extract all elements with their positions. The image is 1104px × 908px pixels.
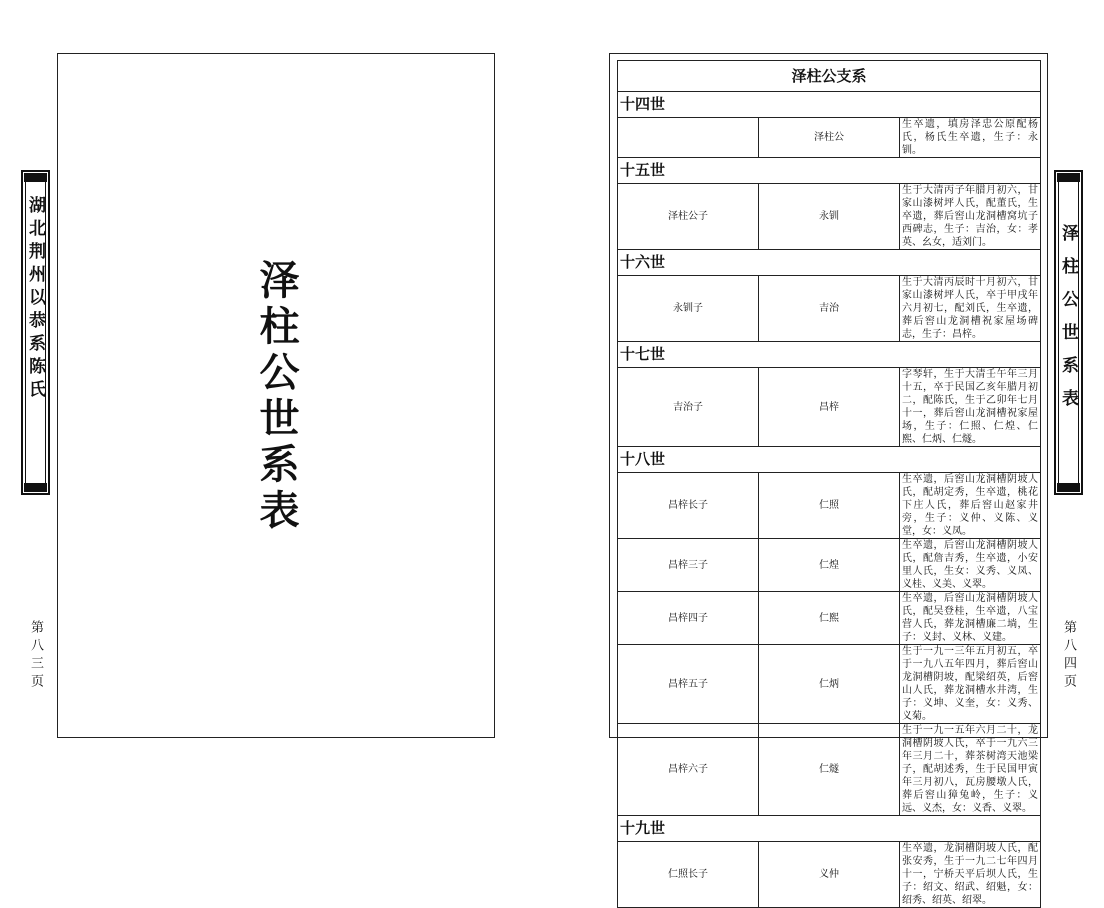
genealogy-table bbox=[617, 60, 1041, 908]
page-number-left: 第八三页 bbox=[28, 620, 43, 692]
biography-cell: 生卒遗，后窖山龙洞槽阴坡人氏，配吴登桂，生卒遗，八宝营人氏，葬龙洞槽廉二埫，生子：义封、义林、义建。 bbox=[900, 592, 1041, 645]
person-name-cell: 泽柱公 bbox=[759, 118, 900, 158]
person-name-cell: 昌梓 bbox=[759, 368, 900, 447]
generation-label: 十九世 bbox=[618, 816, 1041, 842]
table-title-row bbox=[618, 61, 1041, 92]
person-name-cell: 仁熙 bbox=[759, 592, 900, 645]
left-side-band bbox=[21, 170, 50, 495]
generation-header-row bbox=[618, 342, 1041, 368]
biography-cell: 生于一九一三年五月初五，卒于一九八五年四月，葬后窖山龙洞槽阴坡，配梁绍英，后窖山人氏，葬龙洞槽水井湾，生子：义坤、义奎，女：义秀、义菊。 bbox=[900, 645, 1041, 724]
generation-header-row bbox=[618, 158, 1041, 184]
parent-relation-cell: 吉治子 bbox=[618, 368, 759, 447]
generation-header-row bbox=[618, 92, 1041, 118]
person-name-cell: 义仲 bbox=[759, 842, 900, 908]
band-cap-ornament bbox=[1057, 173, 1080, 182]
person-name-cell: 吉治 bbox=[759, 276, 900, 342]
page-number-right: 第八四页 bbox=[1061, 620, 1076, 692]
biography-cell: 生卒遗，填房泽忠公原配杨氏，杨氏生卒遗，生子：永钏。 bbox=[900, 118, 1041, 158]
table-row bbox=[618, 184, 1041, 250]
page-title: 泽柱公世系表 bbox=[253, 259, 300, 535]
parent-relation-cell: 泽柱公子 bbox=[618, 184, 759, 250]
person-name-cell: 仁照 bbox=[759, 473, 900, 539]
table-row bbox=[618, 592, 1041, 645]
generation-label: 十八世 bbox=[618, 447, 1041, 473]
parent-relation-cell: 昌梓长子 bbox=[618, 473, 759, 539]
generation-header-row bbox=[618, 250, 1041, 276]
generation-header-row bbox=[618, 447, 1041, 473]
right-side-band bbox=[1054, 170, 1083, 495]
biography-cell: 生于大清丙辰时十月初六，甘家山漆树坪人氏，卒于甲戌年六月初七，配刘氏，生卒遗，葬后窖山龙洞槽祝家屋场碑志，生子：昌梓。 bbox=[900, 276, 1041, 342]
title-band-text: 泽柱公世系表 bbox=[1058, 224, 1078, 422]
band-cap-ornament bbox=[24, 483, 47, 492]
biography-cell: 生卒遗，后窖山龙洞槽阴坡人氏，配胡定秀，生卒遗，桃花下庄人氏，葬后窖山赵家井旁，生子：义仲、义陈、义堂，女：义凤。 bbox=[900, 473, 1041, 539]
generation-label: 十五世 bbox=[618, 158, 1041, 184]
biography-cell: 生于大清丙子年腊月初六，甘家山漆树坪人氏，配董氏，生卒遗，葬后窖山龙洞槽窝坑子西碑志，生子：吉治，女：孝英、幺女，适刘门。 bbox=[900, 184, 1041, 250]
generation-label: 十四世 bbox=[618, 92, 1041, 118]
right-page bbox=[609, 53, 1048, 906]
person-name-cell: 仁煌 bbox=[759, 539, 900, 592]
lineage-band-text: 湖北荆州以恭系陈氏 bbox=[25, 196, 45, 403]
parent-relation-cell: 永钏子 bbox=[618, 276, 759, 342]
parent-relation-cell: 仁照长子 bbox=[618, 842, 759, 908]
table-row bbox=[618, 842, 1041, 908]
generation-label: 十六世 bbox=[618, 250, 1041, 276]
parent-relation-cell: 昌梓三子 bbox=[618, 539, 759, 592]
generation-header-row bbox=[618, 816, 1041, 842]
parent-relation-cell bbox=[618, 118, 759, 158]
table-row bbox=[618, 118, 1041, 158]
table-row bbox=[618, 645, 1041, 724]
person-name-cell: 永钏 bbox=[759, 184, 900, 250]
person-name-cell: 仁燧 bbox=[759, 724, 900, 816]
band-cap-ornament bbox=[24, 173, 47, 182]
band-cap-ornament bbox=[1057, 483, 1080, 492]
parent-relation-cell: 昌梓五子 bbox=[618, 645, 759, 724]
table-row bbox=[618, 539, 1041, 592]
biography-cell: 字琴轩，生于大清壬午年三月十五，卒于民国乙亥年腊月初二，配陈氏，生于乙卯年七月十一，葬后窖山龙洞槽祝家屋场，生子：仁照、仁煌、仁熙、仁炳、仁燧。 bbox=[900, 368, 1041, 447]
table-row bbox=[618, 724, 1041, 816]
table-row bbox=[618, 368, 1041, 447]
table-row bbox=[618, 276, 1041, 342]
table-title: 泽柱公支系 bbox=[618, 61, 1041, 92]
left-page bbox=[57, 53, 495, 738]
generation-label: 十七世 bbox=[618, 342, 1041, 368]
biography-cell: 生卒遗，龙洞槽阴坡人氏，配张安秀，生于一九二七年四月十一，宁桥天平后坝人氏，生子：绍文、绍武、绍魁，女：绍秀、绍英、绍翠。 bbox=[900, 842, 1041, 908]
person-name-cell: 仁炳 bbox=[759, 645, 900, 724]
parent-relation-cell: 昌梓六子 bbox=[618, 724, 759, 816]
biography-cell: 生卒遗，后窖山龙洞槽阴坡人氏，配詹吉秀，生卒遗，小安里人氏，生女：义秀、义凤、义桂、义美、义翠。 bbox=[900, 539, 1041, 592]
biography-cell: 生于一九一五年六月二十，龙洞槽阴坡人氏，卒于一九六三年三月二十，葬茶树湾天池梁子，配胡述秀，生于民国甲寅年三月初八，瓦房腰墩人氏，葬后窖山獐兔岭，生子：义远、义杰，女：义香、义翠。 bbox=[900, 724, 1041, 816]
table-row bbox=[618, 473, 1041, 539]
parent-relation-cell: 昌梓四子 bbox=[618, 592, 759, 645]
